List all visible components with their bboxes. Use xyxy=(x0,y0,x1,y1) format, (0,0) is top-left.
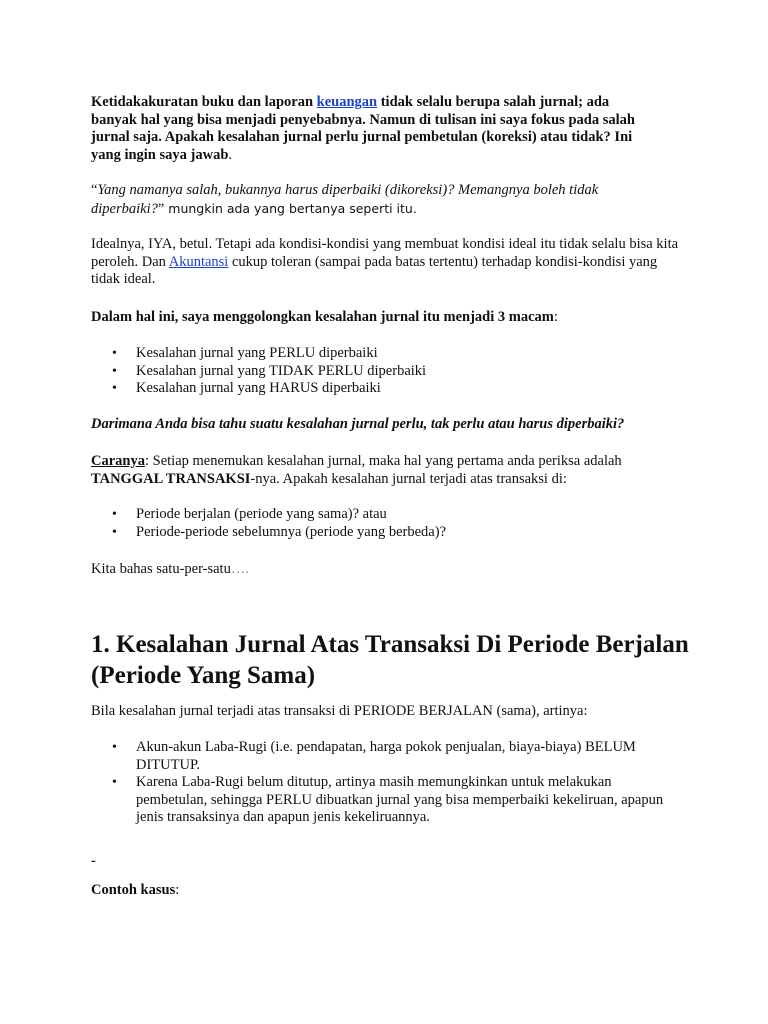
ideal-text-2: cukup toleran (sampai pada batas tertentu) terhadap kondisi-kondisi yang tidak ideal. xyxy=(91,253,658,287)
section-heading: 1. Kesalahan Jurnal Atas Transaksi Di Periode Berjalan (Periode Yang Sama) xyxy=(91,631,689,689)
list-item: • Periode-periode sebelumnya (periode yang berbeda)? xyxy=(91,524,691,542)
list-item: • Karena Laba-Rugi belum ditutup, artinya masih memungkinkan untuk melakukan pembetulan, sehingga PERLU dibuatkan jurnal yang bisa memperbaiki kekeliruan, apapun jenis transaksinya dan apapun jenis kekeliruannya. xyxy=(91,774,681,827)
list-item: • Akun-akun Laba-Rugi (i.e. pendapatan, harga pokok penjualan, biaya-biaya) BELUM DITUTUP. xyxy=(91,739,681,774)
quote-paragraph xyxy=(91,182,661,218)
caranya-text-1: : Setiap menemukan kesalahan jurnal, maka hal yang pertama anda periksa adalah xyxy=(144,453,622,469)
list-item: • Kesalahan jurnal yang PERLU diperbaiki xyxy=(91,345,691,363)
caranya-text-2: -nya. Apakah kesalahan jurnal terjadi atas transaksi di: xyxy=(250,470,567,487)
intro-text-2: tidak selalu berupa salah jurnal; ada banyak hal yang bisa menjadi penyebabnya. Namun di tulisan ini saya fokus pada salah jurnal saja. Apakah kesalahan jurnal perlu jurnal pembetulan (koreksi) atau tidak? Ini yang ingin saya jawab xyxy=(91,94,635,163)
intro-paragraph xyxy=(91,94,651,164)
golong-bold: Dalam hal ini, saya menggolongkan kesalahan jurnal itu menjadi 3 macam xyxy=(91,309,554,325)
bahas-paragraph xyxy=(91,561,691,579)
list-item: • Kesalahan jurnal yang TIDAK PERLU diperbaiki xyxy=(91,363,691,381)
dash-separator: - xyxy=(91,853,96,869)
bila-paragraph: Bila kesalahan jurnal terjadi atas transaksi di PERIODE BERJALAN (sama), artinya: xyxy=(91,703,588,719)
periode-list xyxy=(91,506,691,541)
keuangan-link[interactable]: keuangan xyxy=(316,94,378,110)
list-item: • Kesalahan jurnal yang HARUS diperbaiki xyxy=(91,380,691,398)
list-item: • Periode berjalan (periode yang sama)? atau xyxy=(91,506,691,524)
bahas-text: Kita bahas satu-per-satu xyxy=(91,561,231,577)
akuntansi-link[interactable]: Akuntansi xyxy=(168,253,229,270)
intro-text-3: . xyxy=(228,146,233,163)
quote-italic: Yang namanya salah, bukannya harus diperbaiki (dikoreksi)? Memangnya boleh tidak diperbaiki? xyxy=(91,182,599,217)
ideal-paragraph xyxy=(91,236,681,289)
ideal-text-1: Idealnya, IYA, betul. Tetapi ada kondisi-kondisi yang membuat kondisi ideal itu tidak selalu bisa kita peroleh. Dan xyxy=(91,236,679,270)
caranya-label: Caranya xyxy=(91,453,145,469)
artinya-list xyxy=(91,739,681,827)
intro-text-1: Ketidakakuratan buku dan laporan xyxy=(91,94,317,110)
macam-list xyxy=(91,345,691,398)
contoh-label: Contoh kasus xyxy=(91,882,176,898)
caranya-bold: TANGGAL TRANSAKSI xyxy=(91,470,251,487)
quote-open: “ xyxy=(91,182,98,198)
contoh-paragraph xyxy=(91,882,691,900)
contoh-colon: : xyxy=(175,882,180,898)
question-paragraph: Darimana Anda bisa tahu suatu kesalahan jurnal perlu, tak perlu atau harus diperbaiki? xyxy=(91,416,625,432)
quote-close: ” xyxy=(157,200,165,217)
quote-rest: mungkin ada yang bertanya seperti itu. xyxy=(164,200,417,216)
caranya-paragraph xyxy=(91,453,661,488)
golong-colon: : xyxy=(553,309,558,325)
bahas-dots: …. xyxy=(230,561,249,577)
golong-paragraph xyxy=(91,309,691,327)
